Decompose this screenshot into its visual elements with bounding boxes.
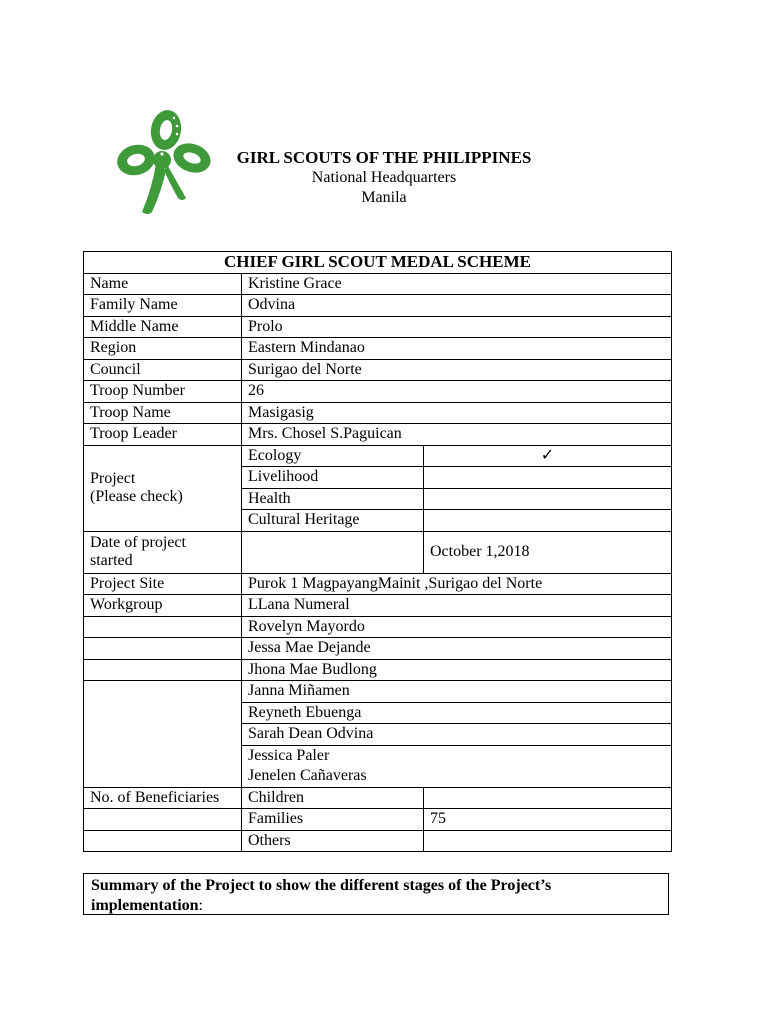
project-option-name: Cultural Heritage xyxy=(242,510,424,532)
field-value: Odvina xyxy=(242,295,672,317)
workgroup-member: Janna Miñamen xyxy=(242,681,672,703)
office-name: National Headquarters xyxy=(311,169,457,186)
workgroup-member: Reyneth Ebuenga xyxy=(242,702,672,724)
field-value: Surigao del Norte xyxy=(242,359,672,381)
form-title: CHIEF GIRL SCOUT MEDAL SCHEME xyxy=(84,252,672,274)
field-value: Prolo xyxy=(242,316,672,338)
date-empty-cell xyxy=(242,531,424,573)
beneficiary-type: Others xyxy=(242,830,424,852)
workgroup-row xyxy=(84,595,672,617)
field-value: Eastern Mindanao xyxy=(242,338,672,360)
project-label xyxy=(84,445,242,531)
field-label: Troop Leader xyxy=(84,424,242,446)
field-label: Troop Name xyxy=(84,402,242,424)
date-label-line1: Date of project xyxy=(90,534,186,551)
field-label: Name xyxy=(84,273,242,295)
workgroup-empty-label xyxy=(84,659,242,681)
beneficiaries-empty-label xyxy=(84,809,242,831)
project-option-name: Ecology xyxy=(242,445,424,467)
beneficiaries-label: No. of Beneficiaries xyxy=(84,787,242,809)
project-site-row xyxy=(84,573,672,595)
workgroup-label: Workgroup xyxy=(84,595,242,617)
project-option-check xyxy=(424,467,672,489)
workgroup-row xyxy=(84,638,672,660)
workgroup-member: Rovelyn Mayordo xyxy=(242,616,672,638)
letterhead xyxy=(200,148,568,208)
project-summary-box xyxy=(83,873,669,915)
project-label-line2: (Please check) xyxy=(90,488,183,505)
trefoil-logo xyxy=(112,108,212,220)
field-label: Middle Name xyxy=(84,316,242,338)
date-label-line2: started xyxy=(90,552,133,569)
workgroup-empty-label xyxy=(84,681,242,788)
beneficiaries-empty-label xyxy=(84,830,242,852)
beneficiary-row xyxy=(84,830,672,852)
project-label-line1: Project xyxy=(90,470,136,487)
project-option-check xyxy=(424,488,672,510)
field-value: 26 xyxy=(242,381,672,403)
field-row-troop-leader xyxy=(84,424,672,446)
field-value: Kristine Grace xyxy=(242,273,672,295)
beneficiary-count: 75 xyxy=(424,809,672,831)
workgroup-row xyxy=(84,659,672,681)
beneficiary-row xyxy=(84,787,672,809)
field-label: Troop Number xyxy=(84,381,242,403)
workgroup-member: Jenelen Cañaveras xyxy=(242,766,672,787)
city-name: Manila xyxy=(361,189,407,206)
workgroup-row xyxy=(84,681,672,703)
field-label: Region xyxy=(84,338,242,360)
project-option-check xyxy=(424,510,672,532)
field-row-region xyxy=(84,338,672,360)
form-title-row xyxy=(84,252,672,274)
summary-colon: : xyxy=(198,897,203,914)
project-site-label: Project Site xyxy=(84,573,242,595)
workgroup-empty-label xyxy=(84,616,242,638)
date-started-row xyxy=(84,531,672,573)
field-label: Council xyxy=(84,359,242,381)
workgroup-member: Jhona Mae Budlong xyxy=(242,659,672,681)
field-row-name xyxy=(84,273,672,295)
field-row-family-name xyxy=(84,295,672,317)
project-site-value: Purok 1 MagpayangMainit ,Surigao del Norte xyxy=(242,573,672,595)
summary-heading: Summary of the Project to show the different stages of the Project’s implementation xyxy=(91,877,552,914)
field-row-troop-name xyxy=(84,402,672,424)
beneficiary-type: Children xyxy=(242,787,424,809)
workgroup-member: LLana Numeral xyxy=(242,595,672,617)
workgroup-row xyxy=(84,616,672,638)
organization-name: GIRL SCOUTS OF THE PHILIPPINES xyxy=(236,148,532,167)
field-label: Family Name xyxy=(84,295,242,317)
beneficiary-count xyxy=(424,830,672,852)
project-option-name: Health xyxy=(242,488,424,510)
field-row-middle-name xyxy=(84,316,672,338)
beneficiary-type: Families xyxy=(242,809,424,831)
workgroup-empty-label xyxy=(84,638,242,660)
medal-scheme-form xyxy=(83,251,672,852)
date-started-label xyxy=(84,531,242,573)
beneficiary-row xyxy=(84,809,672,831)
project-option-name: Livelihood xyxy=(242,467,424,489)
workgroup-member: Sarah Dean Odvina xyxy=(242,724,672,746)
date-started-value: October 1,2018 xyxy=(424,531,672,573)
field-row-troop-number xyxy=(84,381,672,403)
field-value: Masigasig xyxy=(242,402,672,424)
check-mark-icon: ✓ xyxy=(424,445,672,467)
workgroup-member: Jessa Mae Dejande xyxy=(242,638,672,660)
workgroup-member: Jessica Paler xyxy=(242,745,672,766)
project-option-row xyxy=(84,445,672,467)
beneficiary-count xyxy=(424,787,672,809)
field-value: Mrs. Chosel S.Paguican xyxy=(242,424,672,446)
field-row-council xyxy=(84,359,672,381)
